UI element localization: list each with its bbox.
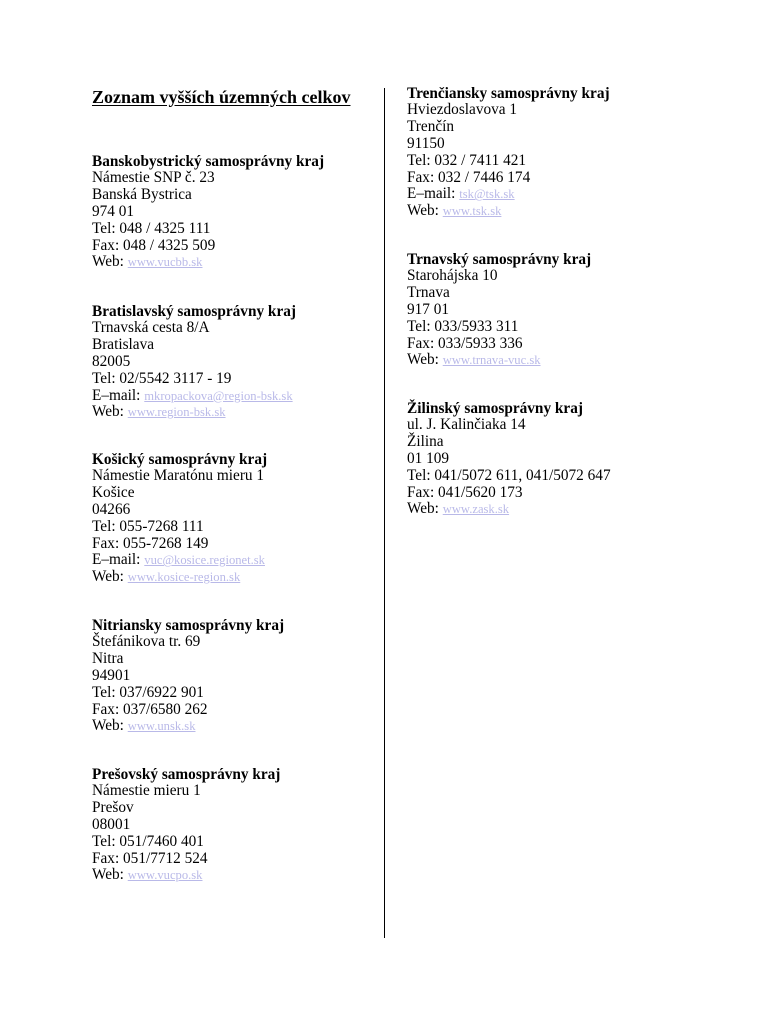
region-trnavsky [407,252,591,370]
email-link[interactable]: mkropackova@region-bsk.sk [144,388,293,403]
email-row [92,388,296,405]
telephone: Tel: 055-7268 111 [92,517,204,535]
region-name: Prešovský samosprávny kraj [92,765,281,783]
street-address: Hviezdoslavova 1 [407,101,518,119]
city: Žilina [407,433,444,451]
email-link[interactable]: vuc@kosice.regionet.sk [144,553,265,568]
telephone: Tel: 032 / 7411 421 [407,151,527,169]
web-row [92,254,324,271]
postal-code: 04266 [92,500,131,518]
web-link[interactable]: www.tsk.sk [442,204,502,219]
email-row [407,186,610,203]
web-label: Web: [92,403,124,421]
postal-code: 01 109 [407,449,450,467]
web-link[interactable]: www.zask.sk [442,502,510,517]
web-label: Web: [407,351,439,369]
region-name: Trnavský samosprávny kraj [407,250,592,268]
region-zilinsky [407,401,611,519]
region-name: Žilinský samosprávny kraj [407,399,583,417]
web-label: Web: [92,866,124,884]
page-title: Zoznam vyšších územných celkov [92,87,351,107]
fax: Fax: 048 / 4325 509 [92,236,216,254]
telephone: Tel: 02/5542 3117 - 19 [92,369,232,387]
web-label: Web: [407,202,439,220]
web-row [407,501,611,518]
telephone: Tel: 051/7460 401 [92,832,204,850]
web-row [407,352,591,369]
street-address: Námestie Maratónu mieru 1 [92,467,265,485]
postal-code: 917 01 [407,300,450,318]
postal-code: 08001 [92,815,131,833]
web-label: Web: [92,717,124,735]
telephone: Tel: 041/5072 611, 041/5072 647 [407,466,611,484]
web-row [92,718,284,735]
fax: Fax: 041/5620 173 [407,483,523,501]
web-row [407,203,610,220]
postal-code: 94901 [92,666,131,684]
postal-code: 82005 [92,352,131,370]
region-presovsky [92,767,280,885]
postal-code: 91150 [407,134,445,152]
city: Košice [92,484,135,502]
street-address: Námestie mieru 1 [92,782,201,800]
region-nitriansky [92,618,284,736]
fax: Fax: 032 / 7446 174 [407,168,531,186]
web-link[interactable]: www.kosice-region.sk [127,570,241,585]
city: Bratislava [92,336,155,354]
web-label: Web: [92,253,124,271]
telephone: Tel: 033/5933 311 [407,317,519,335]
region-trenciansky [407,86,610,220]
region-name: Košický samosprávny kraj [92,450,268,468]
postal-code: 974 01 [92,202,135,220]
email-row [92,552,267,569]
region-name: Trenčiansky samosprávny kraj [407,84,610,102]
region-bratislavsky [92,304,296,422]
telephone: Tel: 037/6922 901 [92,683,204,701]
street-address: ul. J. Kalinčiaka 14 [407,416,526,434]
web-row [92,404,296,421]
region-name: Banskobystrický samosprávny kraj [92,152,325,170]
web-row [92,569,267,586]
region-banskobystricky [92,154,324,272]
street-address: Štefánikova tr. 69 [92,633,201,651]
region-name: Nitriansky samosprávny kraj [92,616,285,634]
fax: Fax: 033/5933 336 [407,334,523,352]
web-row [92,867,280,884]
email-label: E–mail: [407,185,456,203]
city: Banská Bystrica [92,186,192,204]
region-kosicky [92,452,267,586]
fax: Fax: 051/7712 524 [92,849,208,867]
region-name: Bratislavský samosprávny kraj [92,302,296,320]
telephone: Tel: 048 / 4325 111 [92,219,211,237]
email-link[interactable]: tsk@tsk.sk [459,187,515,202]
city: Trenčín [407,118,455,136]
street-address: Trnavská cesta 8/A [92,319,210,337]
email-label: E–mail: [92,386,141,404]
street-address: Starohájska 10 [407,267,498,285]
web-link[interactable]: www.region-bsk.sk [127,405,226,420]
web-label: Web: [92,568,124,586]
email-label: E–mail: [92,551,141,569]
web-link[interactable]: www.vucpo.sk [127,868,203,883]
web-link[interactable]: www.unsk.sk [127,719,196,734]
web-link[interactable]: www.vucbb.sk [127,255,203,270]
city: Trnava [407,284,450,302]
web-label: Web: [407,500,439,518]
city: Nitra [92,650,124,668]
street-address: Námestie SNP č. 23 [92,169,215,187]
fax: Fax: 055-7268 149 [92,534,209,552]
web-link[interactable]: www.trnava-vuc.sk [442,353,541,368]
city: Prešov [92,799,134,817]
fax: Fax: 037/6580 262 [92,700,208,718]
column-divider [384,88,385,938]
